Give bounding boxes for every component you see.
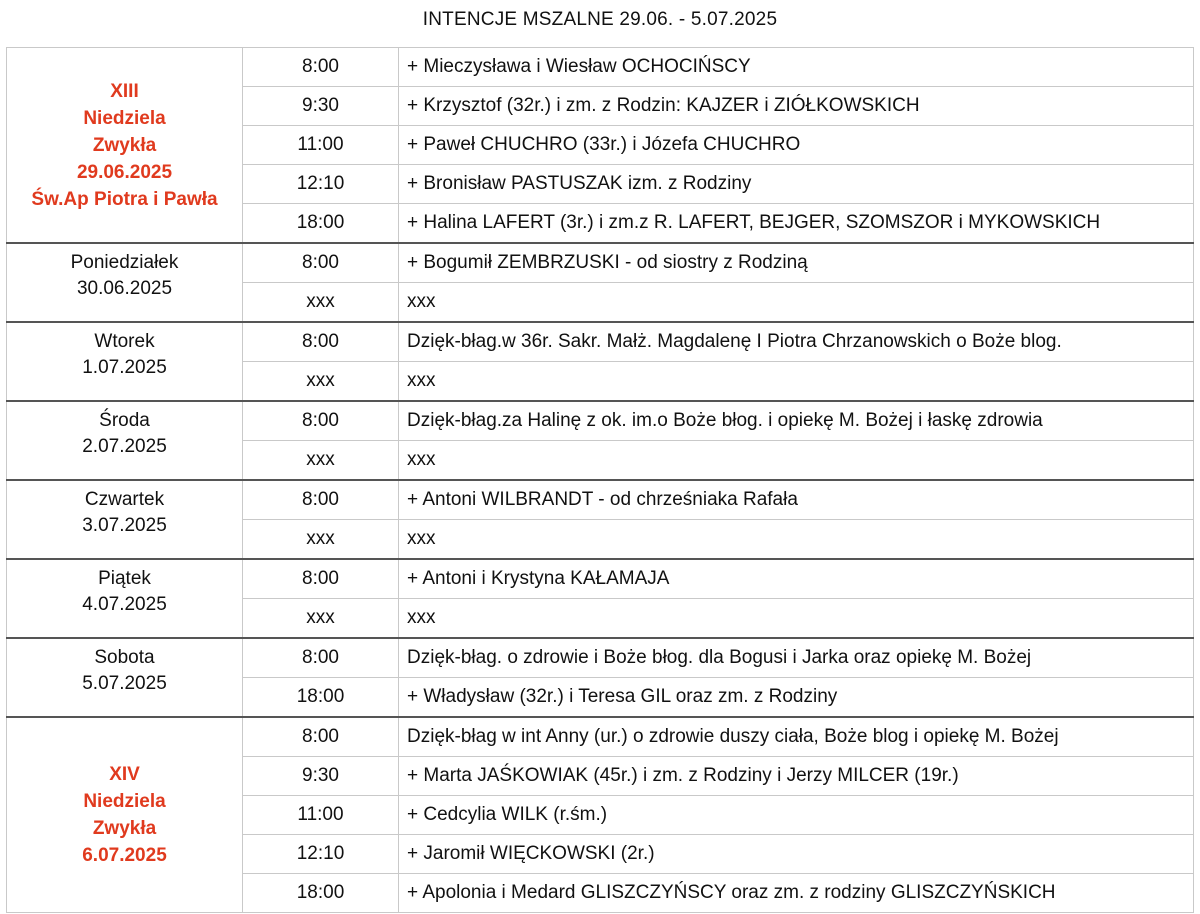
day-label-line: Niedziela bbox=[83, 791, 166, 812]
day-label-line: 6.07.2025 bbox=[82, 845, 167, 866]
mass-time: 8:00 bbox=[243, 48, 399, 87]
mass-intention: xxx bbox=[399, 520, 1194, 560]
mass-time: 9:30 bbox=[243, 87, 399, 126]
mass-time: xxx bbox=[243, 441, 399, 481]
mass-time: 8:00 bbox=[243, 559, 399, 599]
mass-time: 8:00 bbox=[243, 717, 399, 757]
mass-intention: + Antoni i Krystyna KAŁAMAJA bbox=[399, 559, 1194, 599]
day-cell bbox=[7, 480, 243, 559]
day-name: Poniedziałek bbox=[70, 252, 179, 273]
mass-intention: + Apolonia i Medard GLISZCZYŃSCY oraz zm. z rodziny GLISZCZYŃSKICH bbox=[399, 874, 1194, 913]
day-label-line: Św.Ap Piotra i Pawła bbox=[31, 188, 218, 210]
day-name: Wtorek bbox=[94, 331, 155, 352]
mass-time: xxx bbox=[243, 599, 399, 639]
day-label-line: 2.07.2025 bbox=[82, 436, 167, 457]
feast-day-cell bbox=[7, 717, 243, 913]
day-label-line: Niedziela bbox=[83, 107, 166, 129]
mass-intention: Dzięk-błag w int Anny (ur.) o zdrowie duszy ciała, Boże blog i opiekę M. Bożej bbox=[399, 717, 1194, 757]
table-row bbox=[7, 559, 1194, 599]
day-cell bbox=[7, 638, 243, 717]
mass-time: 8:00 bbox=[243, 243, 399, 283]
mass-intention: + Bogumił ZEMBRZUSKI - od siostry z Rodziną bbox=[399, 243, 1194, 283]
mass-time: xxx bbox=[243, 283, 399, 323]
table-row bbox=[7, 401, 1194, 441]
mass-time: xxx bbox=[243, 520, 399, 560]
mass-intention: Dzięk-błag.w 36r. Sakr. Małż. Magdalenę I Piotra Chrzanowskich o Boże blog. bbox=[399, 322, 1194, 362]
mass-time: 12:10 bbox=[243, 835, 399, 874]
table-row bbox=[7, 638, 1194, 678]
mass-time: 11:00 bbox=[243, 796, 399, 835]
day-label-line: 5.07.2025 bbox=[82, 673, 167, 694]
day-name: Sobota bbox=[94, 647, 155, 668]
mass-time: 18:00 bbox=[243, 678, 399, 718]
mass-intention: xxx bbox=[399, 441, 1194, 481]
mass-intention: + Krzysztof (32r.) i zm. z Rodzin: KAJZER i ZIÓŁKOWSKICH bbox=[399, 87, 1194, 126]
table-row bbox=[7, 480, 1194, 520]
day-cell bbox=[7, 559, 243, 638]
mass-intention: + Halina LAFERT (3r.) i zm.z R. LAFERT, BEJGER, SZOMSZOR i MYKOWSKICH bbox=[399, 204, 1194, 244]
day-name: XIII bbox=[110, 80, 139, 102]
mass-intention: + Antoni WILBRANDT - od chrześniaka Rafała bbox=[399, 480, 1194, 520]
table-row bbox=[7, 322, 1194, 362]
mass-time: 9:30 bbox=[243, 757, 399, 796]
table-row bbox=[7, 717, 1194, 757]
mass-time: 11:00 bbox=[243, 126, 399, 165]
day-cell bbox=[7, 322, 243, 401]
mass-time: 18:00 bbox=[243, 874, 399, 913]
mass-intention: + Jaromił WIĘCKOWSKI (2r.) bbox=[399, 835, 1194, 874]
mass-intention: + Bronisław PASTUSZAK izm. z Rodziny bbox=[399, 165, 1194, 204]
mass-time: 8:00 bbox=[243, 322, 399, 362]
mass-intention: Dzięk-błag. o zdrowie i Boże błog. dla Bogusi i Jarka oraz opiekę M. Bożej bbox=[399, 638, 1194, 678]
mass-intention: + Marta JAŚKOWIAK (45r.) i zm. z Rodziny i Jerzy MILCER (19r.) bbox=[399, 757, 1194, 796]
day-label-line: 29.06.2025 bbox=[76, 161, 173, 183]
mass-intention: Dzięk-błag.za Halinę z ok. im.o Boże błog. i opiekę M. Bożej i łaskę zdrowia bbox=[399, 401, 1194, 441]
day-name: XIV bbox=[109, 764, 140, 785]
mass-intentions-table bbox=[6, 47, 1194, 913]
mass-intention: + Paweł CHUCHRO (33r.) i Józefa CHUCHRO bbox=[399, 126, 1194, 165]
day-name: Piątek bbox=[98, 568, 151, 589]
day-label-line: Zwykła bbox=[92, 818, 157, 839]
table-row bbox=[7, 243, 1194, 283]
day-label-line: 4.07.2025 bbox=[82, 594, 167, 615]
page-title: INTENCJE MSZALNE 29.06. - 5.07.2025 bbox=[422, 9, 778, 30]
mass-time: 12:10 bbox=[243, 165, 399, 204]
day-cell bbox=[7, 401, 243, 480]
day-label-line: Zwykła bbox=[92, 134, 157, 156]
mass-time: 8:00 bbox=[243, 480, 399, 520]
table-row bbox=[7, 48, 1194, 87]
mass-time: 8:00 bbox=[243, 401, 399, 441]
mass-intention: + Władysław (32r.) i Teresa GIL oraz zm. z Rodziny bbox=[399, 678, 1194, 718]
day-label-line: 30.06.2025 bbox=[76, 278, 173, 299]
day-name: Środa bbox=[99, 410, 150, 431]
day-name: Czwartek bbox=[84, 489, 165, 510]
feast-day-cell bbox=[7, 48, 243, 244]
mass-time: 18:00 bbox=[243, 204, 399, 244]
mass-intention: xxx bbox=[399, 283, 1194, 323]
mass-intention: xxx bbox=[399, 362, 1194, 402]
day-label-line: 3.07.2025 bbox=[82, 515, 167, 536]
mass-intention: xxx bbox=[399, 599, 1194, 639]
mass-intention: + Mieczysława i Wiesław OCHOCIŃSCY bbox=[399, 48, 1194, 87]
mass-time: 8:00 bbox=[243, 638, 399, 678]
mass-time: xxx bbox=[243, 362, 399, 402]
mass-intention: + Cedcylia WILK (r.śm.) bbox=[399, 796, 1194, 835]
day-label-line: 1.07.2025 bbox=[82, 357, 167, 378]
day-cell bbox=[7, 243, 243, 322]
table-body bbox=[7, 48, 1194, 913]
